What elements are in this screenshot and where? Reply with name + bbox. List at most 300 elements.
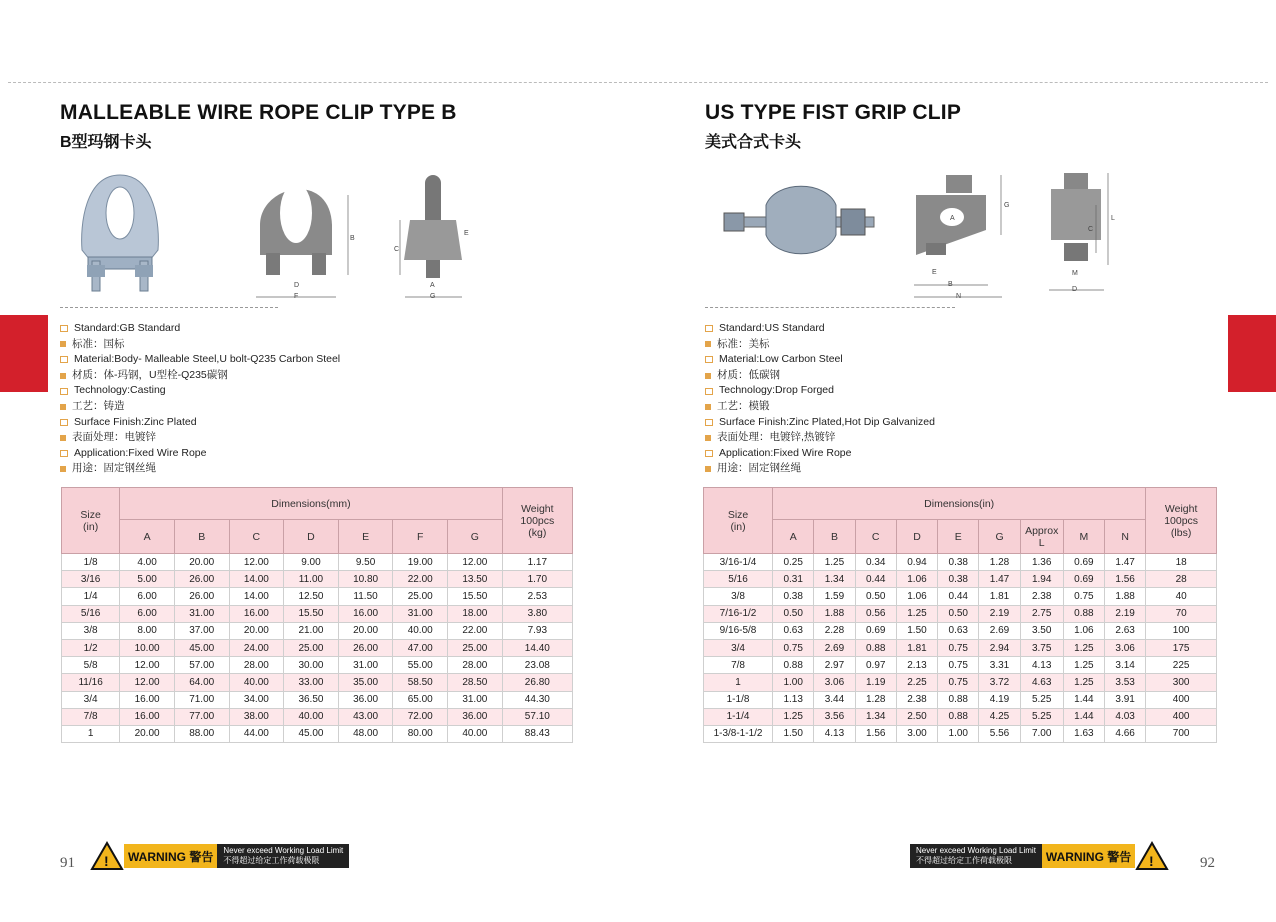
size-header: Size (in) bbox=[704, 488, 773, 554]
table-cell: 2.69 bbox=[979, 622, 1020, 639]
svg-text:!: ! bbox=[1149, 853, 1154, 869]
left-divider bbox=[60, 307, 278, 308]
table-row bbox=[62, 571, 573, 588]
bullet-square-icon bbox=[705, 325, 713, 332]
table-cell: 12.00 bbox=[120, 674, 175, 691]
table-cell: 3.50 bbox=[1020, 622, 1063, 639]
table-cell: 3.00 bbox=[896, 725, 937, 742]
warning-label-right: WARNING 警告 bbox=[1042, 844, 1135, 868]
right-divider bbox=[705, 307, 955, 308]
table-cell: 1.94 bbox=[1020, 571, 1063, 588]
table-cell: 3.56 bbox=[814, 708, 855, 725]
warning-message-cn-right: 不得超过给定工作荷载极限 bbox=[916, 856, 1012, 865]
bullet-square-icon bbox=[705, 404, 711, 410]
bullet-square-icon bbox=[705, 419, 713, 426]
bullet-square-icon bbox=[60, 404, 66, 410]
spec-item bbox=[60, 430, 340, 446]
bullet-square-icon bbox=[60, 450, 68, 457]
table-cell: 18 bbox=[1146, 554, 1217, 571]
table-row bbox=[704, 571, 1217, 588]
table-cell: 48.00 bbox=[338, 725, 393, 742]
clip-front-drawing-right bbox=[914, 175, 1009, 300]
table-cell: 3/8 bbox=[704, 588, 773, 605]
table-cell: 0.44 bbox=[938, 588, 979, 605]
spec-text: 标准：国标 bbox=[72, 337, 125, 350]
page-number-right: 92 bbox=[1200, 855, 1215, 871]
table-cell: 24.00 bbox=[229, 639, 284, 656]
table-cell: 2.75 bbox=[1020, 605, 1063, 622]
table-cell: 14.40 bbox=[502, 639, 572, 656]
spec-item bbox=[60, 446, 340, 462]
table-cell: 0.88 bbox=[938, 691, 979, 708]
bullet-square-icon bbox=[705, 435, 711, 441]
table-cell: 44.00 bbox=[229, 725, 284, 742]
spec-text: 材质：体-玛钢，U型栓-Q235碳钢 bbox=[72, 368, 228, 381]
spec-text: Surface Finish:Zinc Plated,Hot Dip Galvanized bbox=[719, 415, 935, 428]
table-cell: 2.97 bbox=[814, 657, 855, 674]
table-cell: 0.75 bbox=[1063, 588, 1104, 605]
table-cell: 1 bbox=[62, 725, 120, 742]
table-cell: 22.00 bbox=[448, 622, 503, 639]
table-cell: 20.00 bbox=[174, 554, 229, 571]
table-cell: 47.00 bbox=[393, 639, 448, 656]
spec-text: 表面处理：电镀锌 bbox=[72, 431, 156, 444]
table-cell: 33.00 bbox=[284, 674, 339, 691]
bullet-square-icon bbox=[705, 388, 713, 395]
table-cell: 3/16-1/4 bbox=[704, 554, 773, 571]
table-cell: 700 bbox=[1146, 725, 1217, 742]
table-cell: 72.00 bbox=[393, 708, 448, 725]
table-cell: 58.50 bbox=[393, 674, 448, 691]
table-cell: 13.50 bbox=[448, 571, 503, 588]
table-cell: 20.00 bbox=[229, 622, 284, 639]
table-cell: 88.43 bbox=[502, 725, 572, 742]
table-row bbox=[704, 725, 1217, 742]
spec-item bbox=[60, 399, 340, 415]
table-header-row bbox=[704, 488, 1217, 520]
table-cell: 1.00 bbox=[938, 725, 979, 742]
table-cell: 34.00 bbox=[229, 691, 284, 708]
table-cell: 6.00 bbox=[120, 605, 175, 622]
warning-message-cn: 不得超过给定工作荷载极限 bbox=[223, 856, 320, 865]
table-cell: 0.88 bbox=[938, 708, 979, 725]
column-header: E bbox=[938, 520, 979, 554]
table-cell: 1.56 bbox=[1105, 571, 1146, 588]
dim-label-G: G bbox=[430, 293, 436, 300]
table-cell: 8.00 bbox=[120, 622, 175, 639]
table-cell: 65.00 bbox=[393, 691, 448, 708]
table-cell: 12.00 bbox=[120, 657, 175, 674]
table-cell: 36.00 bbox=[338, 691, 393, 708]
table-cell: 14.00 bbox=[229, 571, 284, 588]
spec-item bbox=[705, 383, 935, 399]
table-cell: 4.25 bbox=[979, 708, 1020, 725]
table-cell: 1.06 bbox=[896, 588, 937, 605]
dim-label-E-right: E bbox=[932, 269, 937, 276]
table-cell: 4.00 bbox=[120, 554, 175, 571]
spec-item bbox=[705, 399, 935, 415]
spec-item bbox=[60, 321, 340, 337]
table-cell: 23.08 bbox=[502, 657, 572, 674]
table-cell: 0.50 bbox=[938, 605, 979, 622]
table-cell: 1.34 bbox=[814, 571, 855, 588]
table-cell: 7.93 bbox=[502, 622, 572, 639]
table-cell: 1 bbox=[704, 674, 773, 691]
column-header: G bbox=[979, 520, 1020, 554]
dim-label-N-right: N bbox=[956, 293, 962, 300]
left-title: MALLEABLE WIRE ROPE CLIP TYPE B bbox=[60, 101, 457, 124]
bullet-square-icon bbox=[705, 373, 711, 379]
table-cell: 44.30 bbox=[502, 691, 572, 708]
table-cell: 0.56 bbox=[855, 605, 896, 622]
table-cell: 16.00 bbox=[229, 605, 284, 622]
left-subtitle: B型玛钢卡头 bbox=[60, 134, 152, 151]
spec-text: 工艺：模锻 bbox=[717, 399, 770, 412]
spec-text: Technology:Casting bbox=[74, 384, 166, 397]
table-row bbox=[62, 554, 573, 571]
spec-item bbox=[705, 461, 935, 477]
spec-text: 用途：固定钢丝绳 bbox=[72, 462, 156, 475]
table-row bbox=[704, 588, 1217, 605]
dim-label-E: E bbox=[464, 230, 469, 237]
left-spec-list bbox=[60, 321, 340, 477]
table-cell: 5.25 bbox=[1020, 691, 1063, 708]
table-cell: 30.00 bbox=[284, 657, 339, 674]
dim-label-G-right: G bbox=[1004, 202, 1010, 209]
spec-text: 标准：美标 bbox=[717, 337, 770, 350]
spec-text: Application:Fixed Wire Rope bbox=[719, 446, 852, 459]
table-row bbox=[62, 691, 573, 708]
table-cell: 9.50 bbox=[338, 554, 393, 571]
table-cell: 22.00 bbox=[393, 571, 448, 588]
bullet-square-icon bbox=[60, 325, 68, 332]
table-cell: 3.44 bbox=[814, 691, 855, 708]
warning-message-en-right: Never exceed Working Load Limit bbox=[916, 846, 1036, 855]
right-product-images bbox=[716, 165, 1136, 305]
table-cell: 3.75 bbox=[1020, 639, 1063, 656]
table-subheader-row bbox=[704, 520, 1217, 554]
column-header: M bbox=[1063, 520, 1104, 554]
table-cell: 20.00 bbox=[338, 622, 393, 639]
spec-text: Application:Fixed Wire Rope bbox=[74, 446, 207, 459]
spec-item bbox=[705, 415, 935, 431]
table-cell: 1/4 bbox=[62, 588, 120, 605]
warning-message-en: Never exceed Working Load Limit bbox=[223, 846, 344, 855]
table-cell: 1.25 bbox=[896, 605, 937, 622]
table-cell: 0.75 bbox=[773, 639, 814, 656]
column-header: F bbox=[393, 520, 448, 554]
table-cell: 225 bbox=[1146, 657, 1217, 674]
clip-side-drawing bbox=[394, 175, 469, 300]
table-cell: 0.88 bbox=[773, 657, 814, 674]
table-cell: 1/8 bbox=[62, 554, 120, 571]
table-cell: 40.00 bbox=[448, 725, 503, 742]
table-cell: 40.00 bbox=[284, 708, 339, 725]
svg-text:!: ! bbox=[104, 853, 109, 869]
column-header: Approx L bbox=[1020, 520, 1063, 554]
table-cell: 28.00 bbox=[229, 657, 284, 674]
table-cell: 2.28 bbox=[814, 622, 855, 639]
table-row bbox=[704, 639, 1217, 656]
spec-item bbox=[705, 337, 935, 353]
table-cell: 1-3/8-1-1/2 bbox=[704, 725, 773, 742]
table-cell: 7/8 bbox=[62, 708, 120, 725]
table-cell: 0.38 bbox=[938, 571, 979, 588]
right-title: US TYPE FIST GRIP CLIP bbox=[705, 101, 962, 124]
table-cell: 28 bbox=[1146, 571, 1217, 588]
table-row bbox=[62, 657, 573, 674]
table-cell: 38.00 bbox=[229, 708, 284, 725]
table-cell: 5/16 bbox=[62, 605, 120, 622]
table-cell: 2.19 bbox=[1105, 605, 1146, 622]
table-cell: 88.00 bbox=[174, 725, 229, 742]
left-red-tab bbox=[0, 315, 48, 392]
dimensions-header: Dimensions(in) bbox=[773, 488, 1146, 520]
table-cell: 1/2 bbox=[62, 639, 120, 656]
dim-label-A: A bbox=[430, 282, 435, 289]
table-cell: 1.28 bbox=[979, 554, 1020, 571]
table-cell: 5.00 bbox=[120, 571, 175, 588]
table-cell: 2.50 bbox=[896, 708, 937, 725]
table-cell: 0.50 bbox=[773, 605, 814, 622]
spec-item bbox=[60, 337, 340, 353]
table-row bbox=[62, 639, 573, 656]
table-cell: 3.91 bbox=[1105, 691, 1146, 708]
bullet-square-icon bbox=[60, 373, 66, 379]
table-cell: 3/4 bbox=[704, 639, 773, 656]
spec-item bbox=[60, 461, 340, 477]
size-header: Size (in) bbox=[62, 488, 120, 554]
table-cell: 35.00 bbox=[338, 674, 393, 691]
table-cell: 1.44 bbox=[1063, 691, 1104, 708]
table-cell: 36.50 bbox=[284, 691, 339, 708]
table-cell: 31.00 bbox=[393, 605, 448, 622]
table-row bbox=[704, 605, 1217, 622]
table-cell: 2.94 bbox=[979, 639, 1020, 656]
table-cell: 9.00 bbox=[284, 554, 339, 571]
table-cell: 5.25 bbox=[1020, 708, 1063, 725]
table-cell: 1.63 bbox=[1063, 725, 1104, 742]
table-cell: 0.75 bbox=[938, 674, 979, 691]
table-cell: 25.00 bbox=[393, 588, 448, 605]
table-cell: 2.69 bbox=[814, 639, 855, 656]
table-header-row bbox=[62, 488, 573, 520]
table-cell: 10.80 bbox=[338, 571, 393, 588]
bullet-square-icon bbox=[705, 356, 713, 363]
bullet-square-icon bbox=[60, 341, 66, 347]
table-cell: 0.38 bbox=[773, 588, 814, 605]
bullet-square-icon bbox=[60, 356, 68, 363]
table-cell: 5/16 bbox=[704, 571, 773, 588]
table-cell: 40 bbox=[1146, 588, 1217, 605]
left-spec-table bbox=[61, 487, 573, 743]
table-cell: 0.44 bbox=[855, 571, 896, 588]
table-cell: 1.25 bbox=[814, 554, 855, 571]
table-cell: 7/16-1/2 bbox=[704, 605, 773, 622]
table-cell: 4.63 bbox=[1020, 674, 1063, 691]
table-cell: 26.00 bbox=[338, 639, 393, 656]
table-cell: 0.38 bbox=[938, 554, 979, 571]
spec-item bbox=[60, 383, 340, 399]
table-cell: 0.25 bbox=[773, 554, 814, 571]
bullet-square-icon bbox=[705, 341, 711, 347]
table-cell: 1.25 bbox=[773, 708, 814, 725]
table-cell: 77.00 bbox=[174, 708, 229, 725]
bullet-square-icon bbox=[705, 466, 711, 472]
dim-label-B: B bbox=[350, 235, 355, 242]
table-cell: 21.00 bbox=[284, 622, 339, 639]
table-cell: 7/8 bbox=[704, 657, 773, 674]
table-cell: 3.31 bbox=[979, 657, 1020, 674]
table-cell: 0.69 bbox=[1063, 554, 1104, 571]
spec-item bbox=[705, 446, 935, 462]
table-cell: 25.00 bbox=[284, 639, 339, 656]
table-cell: 2.63 bbox=[1105, 622, 1146, 639]
table-cell: 10.00 bbox=[120, 639, 175, 656]
table-cell: 16.00 bbox=[120, 691, 175, 708]
spec-text: 材质：低碳钢 bbox=[717, 368, 780, 381]
table-cell: 3/16 bbox=[62, 571, 120, 588]
table-cell: 1.28 bbox=[855, 691, 896, 708]
table-cell: 1.36 bbox=[1020, 554, 1063, 571]
right-subtitle: 美式合式卡头 bbox=[705, 134, 802, 151]
table-cell: 57.10 bbox=[502, 708, 572, 725]
table-cell: 1.70 bbox=[502, 571, 572, 588]
table-row bbox=[704, 708, 1217, 725]
page-number-left: 91 bbox=[60, 855, 75, 871]
weight-header: Weight 100pcs (lbs) bbox=[1146, 488, 1217, 554]
table-cell: 31.00 bbox=[448, 691, 503, 708]
clip-side-drawing-right bbox=[1049, 173, 1115, 293]
table-cell: 1-1/4 bbox=[704, 708, 773, 725]
table-cell: 0.34 bbox=[855, 554, 896, 571]
spec-item bbox=[60, 368, 340, 384]
table-cell: 0.63 bbox=[773, 622, 814, 639]
table-cell: 3/8 bbox=[62, 622, 120, 639]
table-cell: 57.00 bbox=[174, 657, 229, 674]
left-product-images bbox=[70, 165, 490, 305]
table-cell: 4.66 bbox=[1105, 725, 1146, 742]
column-header: D bbox=[284, 520, 339, 554]
table-cell: 2.53 bbox=[502, 588, 572, 605]
table-cell: 1.19 bbox=[855, 674, 896, 691]
table-cell: 2.38 bbox=[896, 691, 937, 708]
table-cell: 1.59 bbox=[814, 588, 855, 605]
table-cell: 0.50 bbox=[855, 588, 896, 605]
table-cell: 0.69 bbox=[855, 622, 896, 639]
column-header: G bbox=[448, 520, 503, 554]
table-row bbox=[62, 605, 573, 622]
table-cell: 11/16 bbox=[62, 674, 120, 691]
table-cell: 0.63 bbox=[938, 622, 979, 639]
table-cell: 36.00 bbox=[448, 708, 503, 725]
table-row bbox=[704, 554, 1217, 571]
table-cell: 2.38 bbox=[1020, 588, 1063, 605]
table-cell: 400 bbox=[1146, 708, 1217, 725]
dim-label-A-right: A bbox=[950, 215, 955, 222]
table-cell: 3.80 bbox=[502, 605, 572, 622]
column-header: C bbox=[855, 520, 896, 554]
table-cell: 300 bbox=[1146, 674, 1217, 691]
table-cell: 40.00 bbox=[393, 622, 448, 639]
table-cell: 37.00 bbox=[174, 622, 229, 639]
spec-text: 表面处理：电镀锌,热镀锌 bbox=[717, 431, 836, 444]
table-cell: 5.56 bbox=[979, 725, 1020, 742]
dim-label-F: F bbox=[294, 293, 299, 300]
table-cell: 28.00 bbox=[448, 657, 503, 674]
table-cell: 11.00 bbox=[284, 571, 339, 588]
table-cell: 2.13 bbox=[896, 657, 937, 674]
table-row bbox=[62, 588, 573, 605]
table-cell: 1.47 bbox=[979, 571, 1020, 588]
warning-label: WARNING 警告 bbox=[124, 844, 217, 868]
table-cell: 1.13 bbox=[773, 691, 814, 708]
bullet-square-icon bbox=[60, 388, 68, 395]
right-warning-banner bbox=[910, 840, 1169, 872]
table-cell: 0.75 bbox=[938, 639, 979, 656]
table-cell: 0.97 bbox=[855, 657, 896, 674]
column-header: E bbox=[338, 520, 393, 554]
table-cell: 4.13 bbox=[814, 725, 855, 742]
table-row bbox=[62, 725, 573, 742]
table-row bbox=[704, 657, 1217, 674]
table-row bbox=[62, 674, 573, 691]
table-cell: 14.00 bbox=[229, 588, 284, 605]
table-cell: 31.00 bbox=[338, 657, 393, 674]
table-cell: 11.50 bbox=[338, 588, 393, 605]
dimensions-header: Dimensions(mm) bbox=[120, 488, 502, 520]
table-cell: 16.00 bbox=[120, 708, 175, 725]
table-cell: 45.00 bbox=[174, 639, 229, 656]
table-cell: 45.00 bbox=[284, 725, 339, 742]
bullet-square-icon bbox=[60, 466, 66, 472]
spec-text: Technology:Drop Forged bbox=[719, 384, 834, 397]
table-cell: 175 bbox=[1146, 639, 1217, 656]
table-row bbox=[62, 708, 573, 725]
right-page bbox=[638, 0, 1276, 922]
table-cell: 55.00 bbox=[393, 657, 448, 674]
warning-message bbox=[217, 844, 349, 868]
table-cell: 40.00 bbox=[229, 674, 284, 691]
table-cell: 3.06 bbox=[814, 674, 855, 691]
table-cell: 0.75 bbox=[938, 657, 979, 674]
table-row bbox=[704, 622, 1217, 639]
bullet-square-icon bbox=[60, 419, 68, 426]
table-cell: 3.72 bbox=[979, 674, 1020, 691]
table-cell: 3.06 bbox=[1105, 639, 1146, 656]
table-cell: 28.50 bbox=[448, 674, 503, 691]
fist-grip-clip-photo bbox=[724, 186, 874, 254]
left-warning-banner bbox=[90, 840, 349, 872]
spec-text: Standard:GB Standard bbox=[74, 322, 181, 334]
table-cell: 1.47 bbox=[1105, 554, 1146, 571]
table-subheader-row bbox=[62, 520, 573, 554]
table-cell: 31.00 bbox=[174, 605, 229, 622]
right-spec-list bbox=[705, 321, 935, 477]
dim-label-D: D bbox=[294, 282, 300, 289]
column-header: A bbox=[773, 520, 814, 554]
spec-item bbox=[705, 321, 935, 337]
dim-label-C: C bbox=[394, 246, 400, 253]
table-cell: 26.00 bbox=[174, 588, 229, 605]
table-cell: 2.25 bbox=[896, 674, 937, 691]
table-cell: 26.80 bbox=[502, 674, 572, 691]
table-cell: 0.88 bbox=[855, 639, 896, 656]
table-cell: 0.31 bbox=[773, 571, 814, 588]
bullet-square-icon bbox=[705, 450, 713, 457]
table-cell: 3.14 bbox=[1105, 657, 1146, 674]
table-cell: 1.34 bbox=[855, 708, 896, 725]
